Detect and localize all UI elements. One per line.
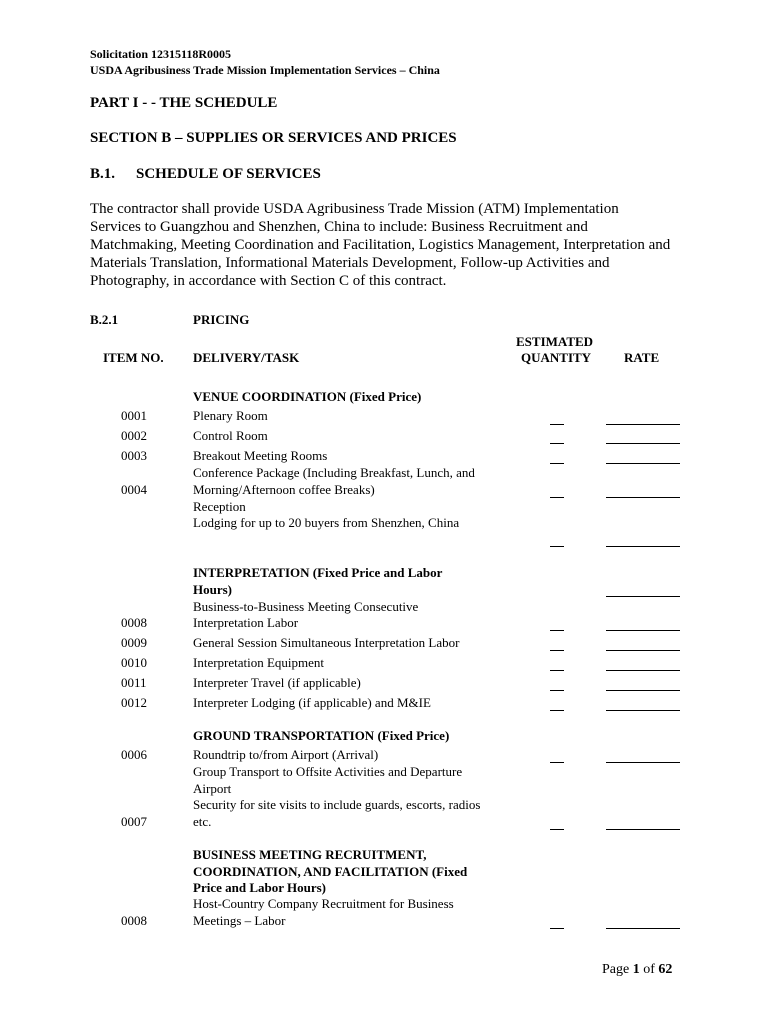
solicitation-number: Solicitation 12315118R0005: [90, 47, 232, 61]
item-number: 0002: [121, 428, 147, 443]
task-label: Interpreter Travel (if applicable): [193, 675, 361, 690]
task-label: Airport: [193, 781, 232, 796]
quantity-blank[interactable]: [550, 650, 564, 651]
column-header-task: DELIVERY/TASK: [193, 350, 300, 365]
task-label: Control Room: [193, 428, 268, 443]
item-number: 0006: [121, 747, 147, 762]
rate-blank[interactable]: [606, 497, 680, 498]
task-label: Host-Country Company Recruitment for Business: [193, 896, 454, 911]
quantity-blank[interactable]: [550, 690, 564, 691]
task-label: Conference Package (Including Breakfast, Lunch, and: [193, 465, 475, 480]
interpretation-heading-cont: Hours): [193, 582, 232, 597]
section-title: SECTION B – SUPPLIES OR SERVICES AND PRICES: [90, 130, 457, 146]
task-label: Security for site visits to include guards, escorts, radios: [193, 797, 481, 812]
business-meeting-heading: BUSINESS MEETING RECRUITMENT,: [193, 847, 427, 862]
b1-title: SCHEDULE OF SERVICES: [136, 166, 321, 182]
rate-blank[interactable]: [606, 424, 680, 425]
document-subtitle: USDA Agribusiness Trade Mission Implementation Services – China: [90, 63, 440, 77]
page-current: 1: [632, 962, 640, 977]
intro-line: Photography, in accordance with Section C of this contract.: [90, 273, 447, 289]
b21-title: PRICING: [193, 312, 250, 327]
task-label: Morning/Afternoon coffee Breaks): [193, 482, 375, 497]
rate-blank[interactable]: [606, 762, 680, 763]
column-header-rate: RATE: [624, 350, 660, 365]
task-label: Lodging for up to 20 buyers from Shenzhen, China: [193, 515, 460, 530]
task-label: Business-to-Business Meeting Consecutive: [193, 599, 419, 614]
rate-blank[interactable]: [606, 690, 680, 691]
page-total: 62: [658, 962, 673, 977]
rate-blank[interactable]: [606, 630, 680, 631]
quantity-blank[interactable]: [550, 424, 564, 425]
task-label: General Session Simultaneous Interpretation Labor: [193, 635, 460, 650]
column-header-item-no: ITEM NO.: [103, 350, 164, 365]
intro-paragraph: [90, 200, 690, 290]
task-label: Interpretation Labor: [193, 615, 299, 630]
quantity-blank[interactable]: [550, 546, 564, 547]
business-meeting-heading-cont: COORDINATION, AND FACILITATION (Fixed: [193, 864, 468, 879]
task-label: Reception: [193, 499, 246, 514]
business-meeting-heading-cont: Price and Labor Hours): [193, 880, 327, 895]
item-number: 0008: [121, 913, 147, 928]
intro-line: Matchmaking, Meeting Coordination and Facilitation, Logistics Management, Interpretation and: [90, 237, 671, 253]
quantity-blank[interactable]: [550, 630, 564, 631]
rate-blank[interactable]: [606, 463, 680, 464]
page-label: Page: [602, 962, 633, 977]
item-number: 0010: [121, 655, 147, 670]
b21-number: B.2.1: [90, 312, 119, 327]
quantity-blank[interactable]: [550, 829, 564, 830]
item-number: 0009: [121, 635, 147, 650]
task-label: Group Transport to Offsite Activities and Departure: [193, 764, 463, 779]
rate-blank[interactable]: [606, 443, 680, 444]
task-label: Plenary Room: [193, 408, 268, 423]
rate-blank[interactable]: [606, 710, 680, 711]
quantity-blank[interactable]: [550, 710, 564, 711]
task-label: Breakout Meeting Rooms: [193, 448, 328, 463]
task-label: etc.: [193, 814, 212, 829]
rate-blank[interactable]: [606, 829, 680, 830]
quantity-blank[interactable]: [550, 463, 564, 464]
interpretation-heading: INTERPRETATION (Fixed Price and Labor: [193, 565, 443, 580]
item-number: 0004: [121, 482, 147, 497]
intro-line: The contractor shall provide USDA Agribusiness Trade Mission (ATM) Implementation: [90, 201, 619, 217]
quantity-blank[interactable]: [550, 762, 564, 763]
item-number: 0008: [121, 615, 147, 630]
task-label: Meetings – Labor: [193, 913, 286, 928]
quantity-blank[interactable]: [550, 497, 564, 498]
rate-blank[interactable]: [606, 650, 680, 651]
rate-blank[interactable]: [606, 596, 680, 597]
column-header-quantity: QUANTITY: [521, 350, 592, 365]
page-of: of: [639, 962, 659, 977]
item-number: 0003: [121, 448, 147, 463]
item-number: 0012: [121, 695, 147, 710]
part-title: PART I - - THE SCHEDULE: [90, 95, 278, 111]
intro-line: Materials Translation, Informational Materials Development, Follow-up Activities and: [90, 255, 610, 271]
column-header-estimated: ESTIMATED: [516, 334, 594, 349]
rate-blank[interactable]: [606, 928, 680, 929]
item-number: 0001: [121, 408, 147, 423]
page-number: [602, 962, 672, 978]
intro-line: Services to Guangzhou and Shenzhen, China to include: Business Recruitment and: [90, 219, 588, 235]
item-number: 0007: [121, 814, 147, 829]
task-label: Interpreter Lodging (if applicable) and M&IE: [193, 695, 431, 710]
quantity-blank[interactable]: [550, 670, 564, 671]
b1-number: B.1.: [90, 166, 116, 182]
quantity-blank[interactable]: [550, 443, 564, 444]
quantity-blank[interactable]: [550, 928, 564, 929]
task-label: Roundtrip to/from Airport (Arrival): [193, 747, 379, 762]
ground-transportation-heading: GROUND TRANSPORTATION (Fixed Price): [193, 728, 450, 743]
rate-blank[interactable]: [606, 546, 680, 547]
rate-blank[interactable]: [606, 670, 680, 671]
task-label: Interpretation Equipment: [193, 655, 325, 670]
venue-heading: VENUE COORDINATION (Fixed Price): [193, 389, 422, 404]
item-number: 0011: [121, 675, 147, 690]
